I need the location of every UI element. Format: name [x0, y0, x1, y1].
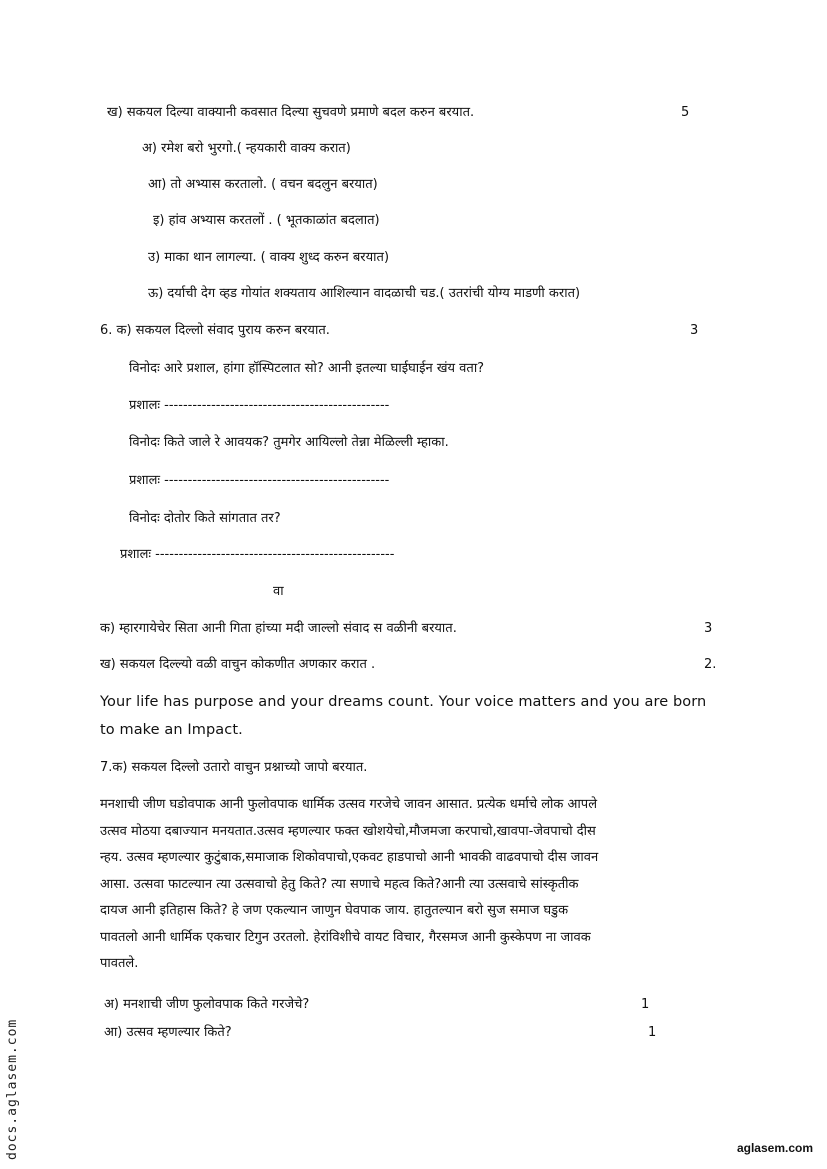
q7-passage [100, 792, 708, 978]
q7-question-aa: आ) उत्सव म्हणल्यार किते? [104, 1025, 232, 1040]
q7-question-a: अ) मनशाची जीण फुलोवपाक किते गरजेचे? [104, 997, 310, 1012]
q6-dialogue-line: विनोदः दोतोर किते सांगतात तर? [129, 511, 281, 526]
passage-line: पावतले. [100, 956, 139, 971]
q6-marks: 3 [690, 323, 699, 338]
q5-item-uu: ऊ) दर्याची देग व्हड गोयांत शक्यताय आशिल्यान वादळाची चड.( उतरांची योग्य माडणी करात) [148, 286, 581, 301]
q6-dialogue-line: विनोदः किते जाले रे आवयक? तुमगेर आयिल्लो तेन्ना मेळिल्ली म्हाका. [129, 435, 449, 450]
q6-dialogue-line: विनोदः आरे प्रशाल, हांगा हॉस्पिटलात सो? आनी इतल्या घाईघाईन खंय वता? [129, 361, 485, 376]
q5-item-u: उ) माका थान लागल्या. ( वाक्य शुध्द करुन बरयात) [148, 250, 390, 265]
or-separator: वा [273, 584, 284, 599]
passage-line: पावतलो आनी धार्मिक एकचार टिगुन उरतलो. हेरांविशीचे वायट विचार, गैरसमज आनी कुस्केपण ना जावक [100, 929, 591, 945]
q5-item-aa: आ) तो अभ्यास करतालो. ( वचन बदलुन बरयात) [148, 177, 378, 192]
q7-question-aa-marks: 1 [648, 1025, 657, 1040]
q5-kh-marks: 5 [681, 105, 690, 120]
q6-dialogue-line: प्रशालः ------------------------------------------------ [129, 398, 390, 413]
q5-item-i: इ) हांव अभ्यास करतलों . ( भूतकाळांत बदलात) [153, 213, 380, 228]
q6-alt-ka-marks: 3 [704, 621, 713, 636]
english-quote-line-2: to make an Impact. [100, 722, 243, 738]
q6-alt-kh-marks: 2. [704, 657, 717, 672]
q6-heading: 6. क) सकयल दिल्लो संवाद पुराय करुन बरयात. [100, 323, 330, 338]
q6-alt-kh: ख) सकयल दिल्ल्यो वळी वाचुन कोकणीत अणकार करात . [100, 657, 376, 672]
q6-dialogue-line: प्रशालः --------------------------------------------------- [120, 547, 395, 562]
passage-line: मनशाची जीण घडोवपाक आनी फुलोवपाक धार्मिक उत्सव गरजेचे जावन आसात. प्रत्येक धर्माचे लोक आपले [100, 797, 598, 812]
q5-item-a: अ) रमेश बरो भुरगो.( न्हयकारी वाक्य करात) [142, 141, 351, 156]
passage-line: आसा. उत्सवा फाटल्यान त्या उत्सवाचो हेतु किते? त्या सणाचे महत्व किते?आनी त्या उत्सवाचे सांस्कृतीक [100, 876, 579, 892]
side-watermark: docs.aglasem.com [5, 1018, 20, 1160]
passage-line: दायज आनी इतिहास किते? हे जण एकल्यान जाणुन घेवपाक जाय. हातुतल्यान बरो सुज समाज घडुक [100, 903, 569, 918]
q7-heading: 7.क) सकयल दिल्लो उतारो वाचुन प्रश्नाच्यो जापो बरयात. [100, 760, 368, 775]
q5-kh-heading: ख) सकयल दिल्या वाक्यानी कवसात दिल्या सुचवणे प्रमाणे बदल करुन बरयात. [107, 105, 475, 120]
english-quote-line-1: Your life has purpose and your dreams count. Your voice matters and you are born [100, 694, 707, 710]
q6-dialogue-line: प्रशालः ------------------------------------------------ [129, 473, 390, 488]
passage-line: उत्सव मोठया दबाज्यान मनयतात.उत्सव म्हणल्यार फक्त खोशयेचो,मौजमजा करपाचो,खावपा-जेवपाचो दीस [100, 823, 596, 839]
footer-brand: aglasem.com [736, 1141, 813, 1155]
q6-alt-ka: क) म्हारगायेचेर सिता आनी गिता हांच्या मदी जाल्लो संवाद स वळीनी बरयात. [100, 621, 457, 636]
passage-line: न्हय. उत्सव म्हणल्यार कुटुंबाक,समाजाक शिकोवपाचो,एकवट हाडपाचो आनी भावकी वाढवपाचो दीस जावन [100, 850, 599, 865]
q7-question-a-marks: 1 [641, 997, 650, 1012]
